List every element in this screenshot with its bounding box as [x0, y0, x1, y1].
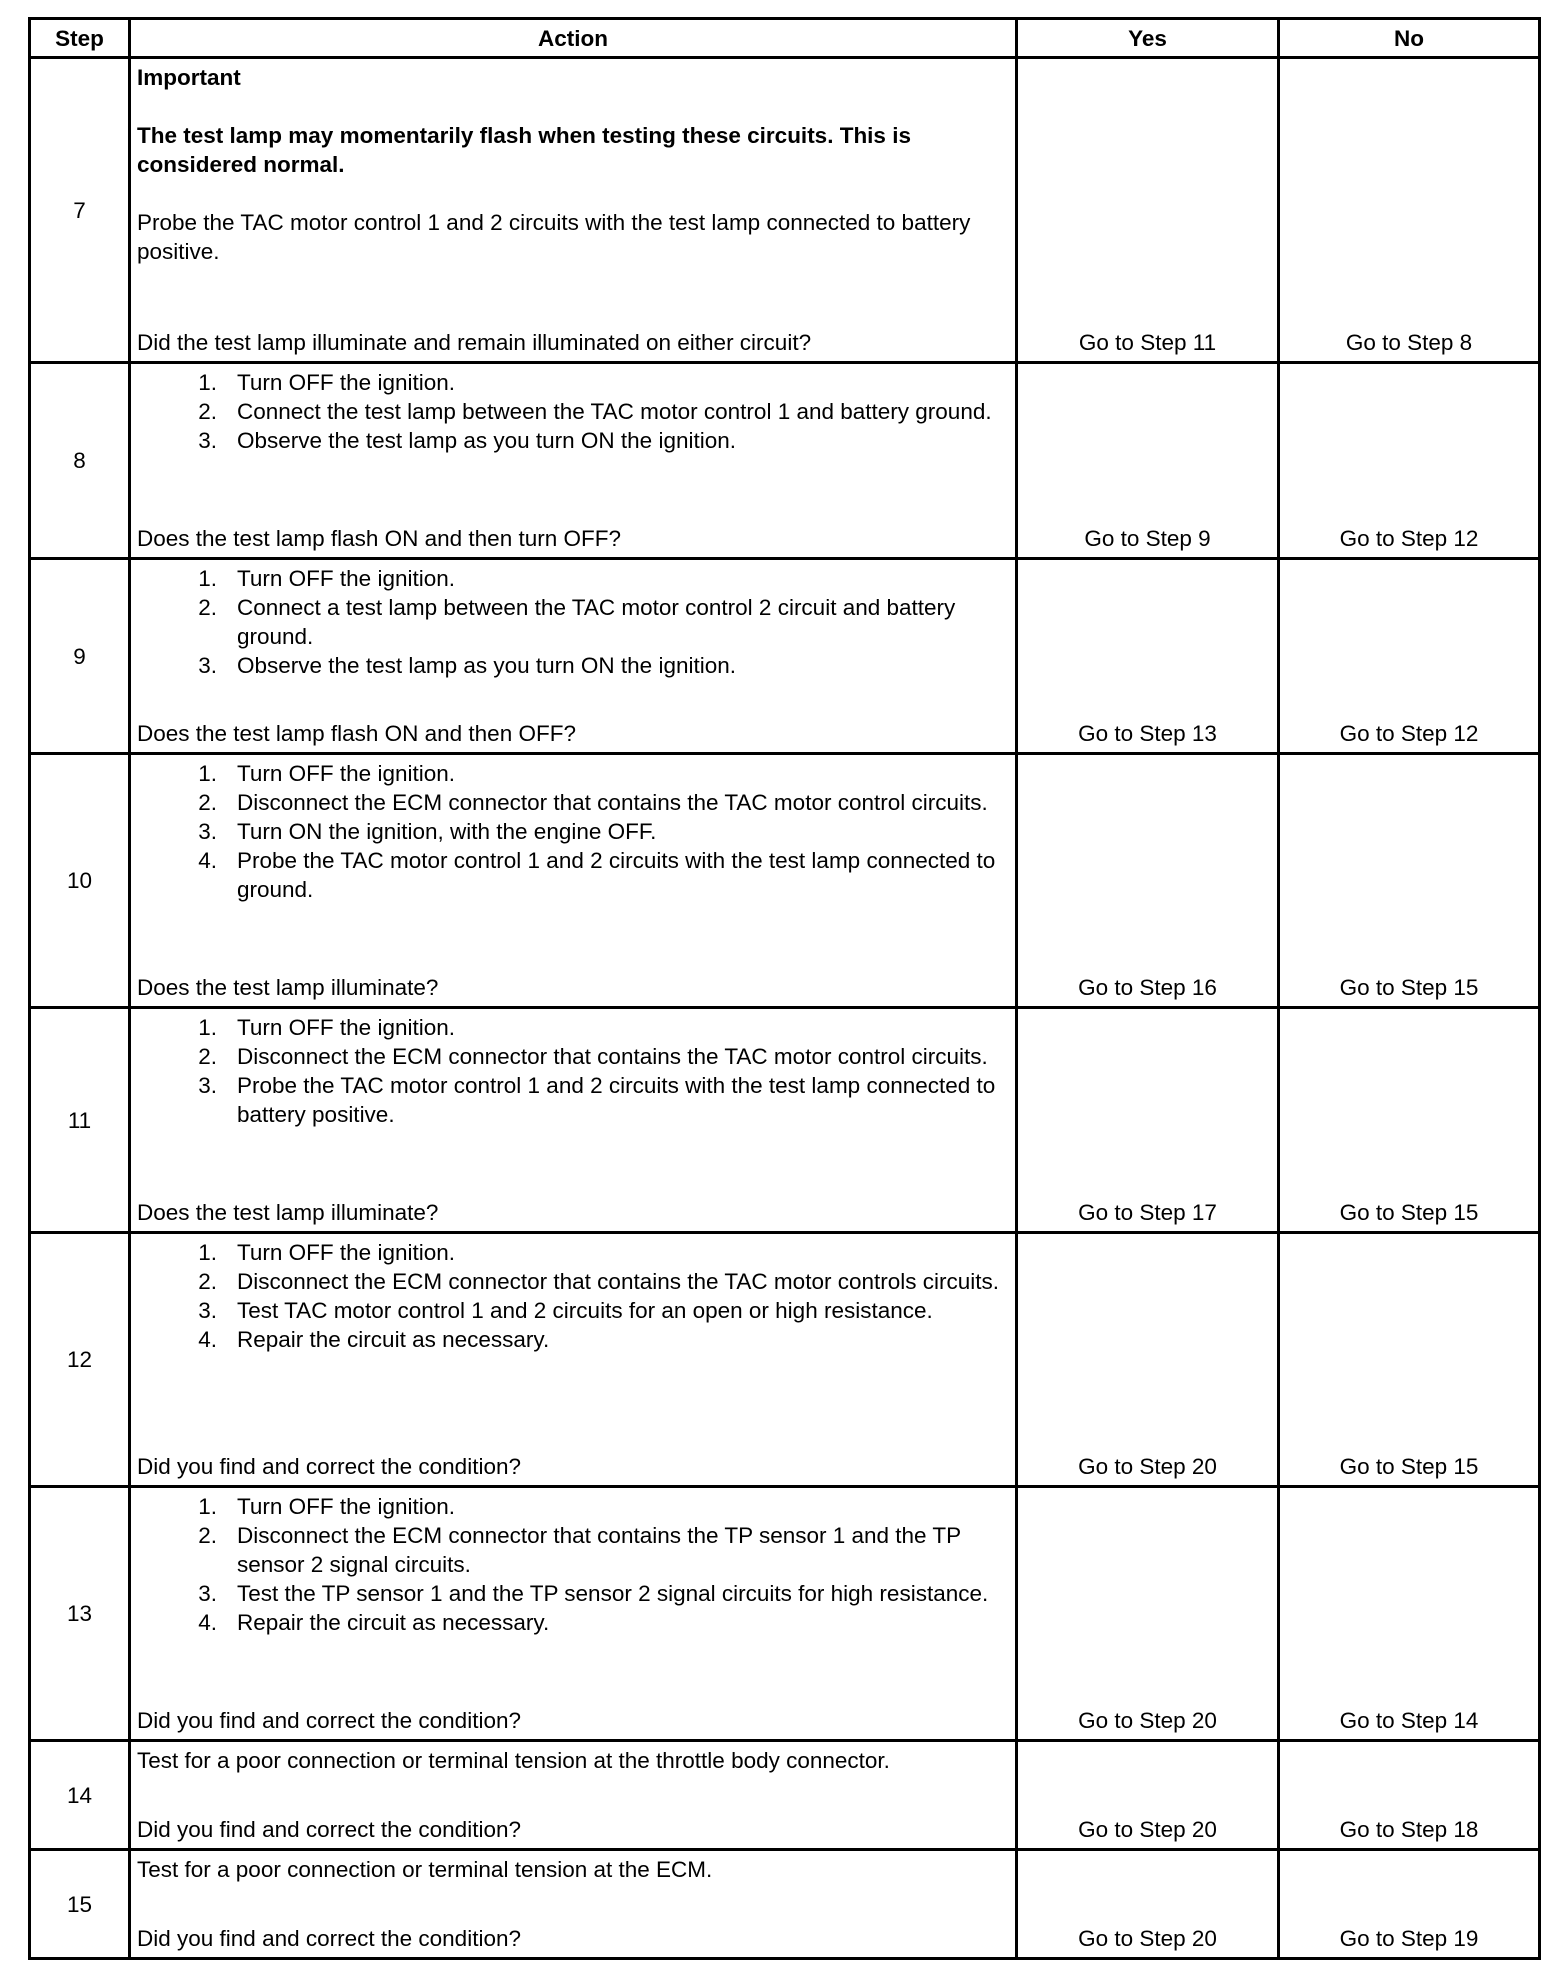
list-item-text: Observe the test lamp as you turn ON the ignition. [237, 428, 736, 453]
step-number: 9 [30, 559, 130, 754]
list-item-number: 1. [198, 370, 217, 395]
list-item-text: Test TAC motor control 1 and 2 circuits for an open or high resistance. [237, 1298, 933, 1323]
instruction-text: Probe the TAC motor control 1 and 2 circuits with the test lamp connected to battery positive. [137, 210, 971, 264]
list-item-text: Turn OFF the ignition. [237, 1240, 456, 1265]
yes-result: Go to Step 17 [1017, 1008, 1279, 1233]
list-item [137, 564, 1009, 593]
list-item-text: Connect a test lamp between the TAC motor control 2 circuit and battery ground. [237, 595, 956, 649]
action-cell [130, 1487, 1017, 1741]
list-item-number: 1. [198, 1015, 217, 1040]
question-text: Did you find and correct the condition? [137, 1926, 521, 1951]
list-item [137, 788, 1009, 817]
list-item-text: Probe the TAC motor control 1 and 2 circuits with the test lamp connected to battery positive. [237, 1073, 996, 1127]
instruction-list [137, 1238, 1009, 1354]
list-item [137, 593, 1009, 651]
header-no: No [1279, 19, 1540, 58]
table-row-step-15 [30, 1850, 1540, 1959]
instruction-list [137, 368, 1009, 455]
list-item-number: 4. [198, 1610, 217, 1635]
list-item [137, 1042, 1009, 1071]
step-number: 11 [30, 1008, 130, 1233]
no-result: Go to Step 8 [1279, 58, 1540, 363]
list-item-text: Repair the circuit as necessary. [237, 1327, 550, 1352]
instruction-text: Test for a poor connection or terminal tension at the throttle body connector. [137, 1748, 890, 1773]
table-row-step-8 [30, 363, 1540, 559]
table-row-step-11 [30, 1008, 1540, 1233]
list-item [137, 1521, 1009, 1579]
list-item [137, 759, 1009, 788]
question-text: Did you find and correct the condition? [137, 1708, 521, 1733]
important-label: Important [137, 65, 241, 90]
table-row-step-12 [30, 1233, 1540, 1487]
step-number: 13 [30, 1487, 130, 1741]
action-cell [130, 58, 1017, 363]
list-item-number: 4. [198, 848, 217, 873]
list-item-text: Disconnect the ECM connector that contains the TAC motor control circuits. [237, 790, 988, 815]
list-item-number: 2. [198, 790, 217, 815]
action-cell [130, 754, 1017, 1008]
list-item-text: Disconnect the ECM connector that contains the TP sensor 1 and the TP sensor 2 signal circuits. [237, 1523, 961, 1577]
list-item [137, 1608, 1009, 1637]
list-item [137, 651, 1009, 680]
list-item [137, 1492, 1009, 1521]
yes-result: Go to Step 20 [1017, 1487, 1279, 1741]
action-cell [130, 559, 1017, 754]
action-cell [130, 1008, 1017, 1233]
table-row-step-10 [30, 754, 1540, 1008]
list-item [137, 426, 1009, 455]
instruction-list [137, 1013, 1009, 1129]
header-step: Step [30, 19, 130, 58]
instruction-list [137, 1492, 1009, 1637]
list-item [137, 1579, 1009, 1608]
question-text: Did the test lamp illuminate and remain illuminated on either circuit? [137, 330, 812, 355]
header-action: Action [130, 19, 1017, 58]
list-item-text: Repair the circuit as necessary. [237, 1610, 550, 1635]
table-row-step-7 [30, 58, 1540, 363]
no-result: Go to Step 15 [1279, 1008, 1540, 1233]
list-item-number: 3. [198, 653, 217, 678]
list-item [137, 368, 1009, 397]
no-result: Go to Step 12 [1279, 363, 1540, 559]
list-item [137, 1325, 1009, 1354]
list-item [137, 1296, 1009, 1325]
list-item-text: Turn OFF the ignition. [237, 1494, 456, 1519]
step-number: 14 [30, 1741, 130, 1850]
yes-result: Go to Step 20 [1017, 1850, 1279, 1959]
list-item-text: Disconnect the ECM connector that contains the TAC motor control circuits. [237, 1044, 988, 1069]
instruction-list [137, 759, 1009, 904]
question-text: Did you find and correct the condition? [137, 1817, 521, 1842]
instruction-text: Test for a poor connection or terminal tension at the ECM. [137, 1857, 713, 1882]
question-text: Does the test lamp illuminate? [137, 1200, 439, 1225]
question-text: Does the test lamp flash ON and then OFF? [137, 721, 576, 746]
instruction-list [137, 564, 1009, 680]
yes-result: Go to Step 13 [1017, 559, 1279, 754]
action-cell [130, 1233, 1017, 1487]
table-row-step-13 [30, 1487, 1540, 1741]
header-yes: Yes [1017, 19, 1279, 58]
list-item-number: 3. [198, 1073, 217, 1098]
question-text: Does the test lamp illuminate? [137, 975, 439, 1000]
step-number: 15 [30, 1850, 130, 1959]
list-item [137, 1238, 1009, 1267]
question-text: Does the test lamp flash ON and then turn OFF? [137, 526, 621, 551]
yes-result: Go to Step 20 [1017, 1233, 1279, 1487]
no-result: Go to Step 14 [1279, 1487, 1540, 1741]
list-item-number: 2. [198, 1523, 217, 1548]
no-result: Go to Step 19 [1279, 1850, 1540, 1959]
diagnostic-table [28, 17, 1541, 1960]
no-result: Go to Step 15 [1279, 1233, 1540, 1487]
list-item [137, 1071, 1009, 1129]
list-item-number: 3. [198, 428, 217, 453]
no-result: Go to Step 12 [1279, 559, 1540, 754]
table-row-step-14 [30, 1741, 1540, 1850]
yes-result: Go to Step 16 [1017, 754, 1279, 1008]
no-result: Go to Step 15 [1279, 754, 1540, 1008]
step-number: 10 [30, 754, 130, 1008]
list-item-text: Turn OFF the ignition. [237, 370, 456, 395]
list-item-text: Turn OFF the ignition. [237, 1015, 456, 1040]
list-item-text: Connect the test lamp between the TAC motor control 1 and battery ground. [237, 399, 992, 424]
yes-result: Go to Step 11 [1017, 58, 1279, 363]
list-item-number: 2. [198, 595, 217, 620]
list-item [137, 397, 1009, 426]
list-item-number: 1. [198, 1494, 217, 1519]
list-item-text: Probe the TAC motor control 1 and 2 circuits with the test lamp connected to ground. [237, 848, 996, 902]
step-number: 7 [30, 58, 130, 363]
list-item-text: Test the TP sensor 1 and the TP sensor 2 signal circuits for high resistance. [237, 1581, 989, 1606]
list-item [137, 1013, 1009, 1042]
important-note: The test lamp may momentarily flash when testing these circuits. This is considered normal. [137, 123, 911, 177]
no-result: Go to Step 18 [1279, 1741, 1540, 1850]
list-item-text: Turn OFF the ignition. [237, 761, 456, 786]
list-item-number: 3. [198, 1298, 217, 1323]
list-item-text: Observe the test lamp as you turn ON the ignition. [237, 653, 736, 678]
list-item-number: 2. [198, 399, 217, 424]
list-item-number: 1. [198, 761, 217, 786]
list-item-text: Disconnect the ECM connector that contains the TAC motor controls circuits. [237, 1269, 999, 1294]
list-item-text: Turn ON the ignition, with the engine OFF. [237, 819, 657, 844]
list-item-number: 1. [198, 566, 217, 591]
step-number: 8 [30, 363, 130, 559]
action-cell [130, 1850, 1017, 1959]
question-text: Did you find and correct the condition? [137, 1454, 521, 1479]
list-item-number: 2. [198, 1269, 217, 1294]
list-item-number: 3. [198, 819, 217, 844]
yes-result: Go to Step 20 [1017, 1741, 1279, 1850]
list-item-text: Turn OFF the ignition. [237, 566, 456, 591]
list-item [137, 817, 1009, 846]
list-item-number: 2. [198, 1044, 217, 1069]
list-item-number: 3. [198, 1581, 217, 1606]
list-item-number: 4. [198, 1327, 217, 1352]
step-number: 12 [30, 1233, 130, 1487]
list-item [137, 846, 1009, 904]
action-cell [130, 1741, 1017, 1850]
list-item [137, 1267, 1009, 1296]
list-item-number: 1. [198, 1240, 217, 1265]
table-header-row [30, 19, 1540, 58]
action-cell [130, 363, 1017, 559]
table-row-step-9 [30, 559, 1540, 754]
yes-result: Go to Step 9 [1017, 363, 1279, 559]
